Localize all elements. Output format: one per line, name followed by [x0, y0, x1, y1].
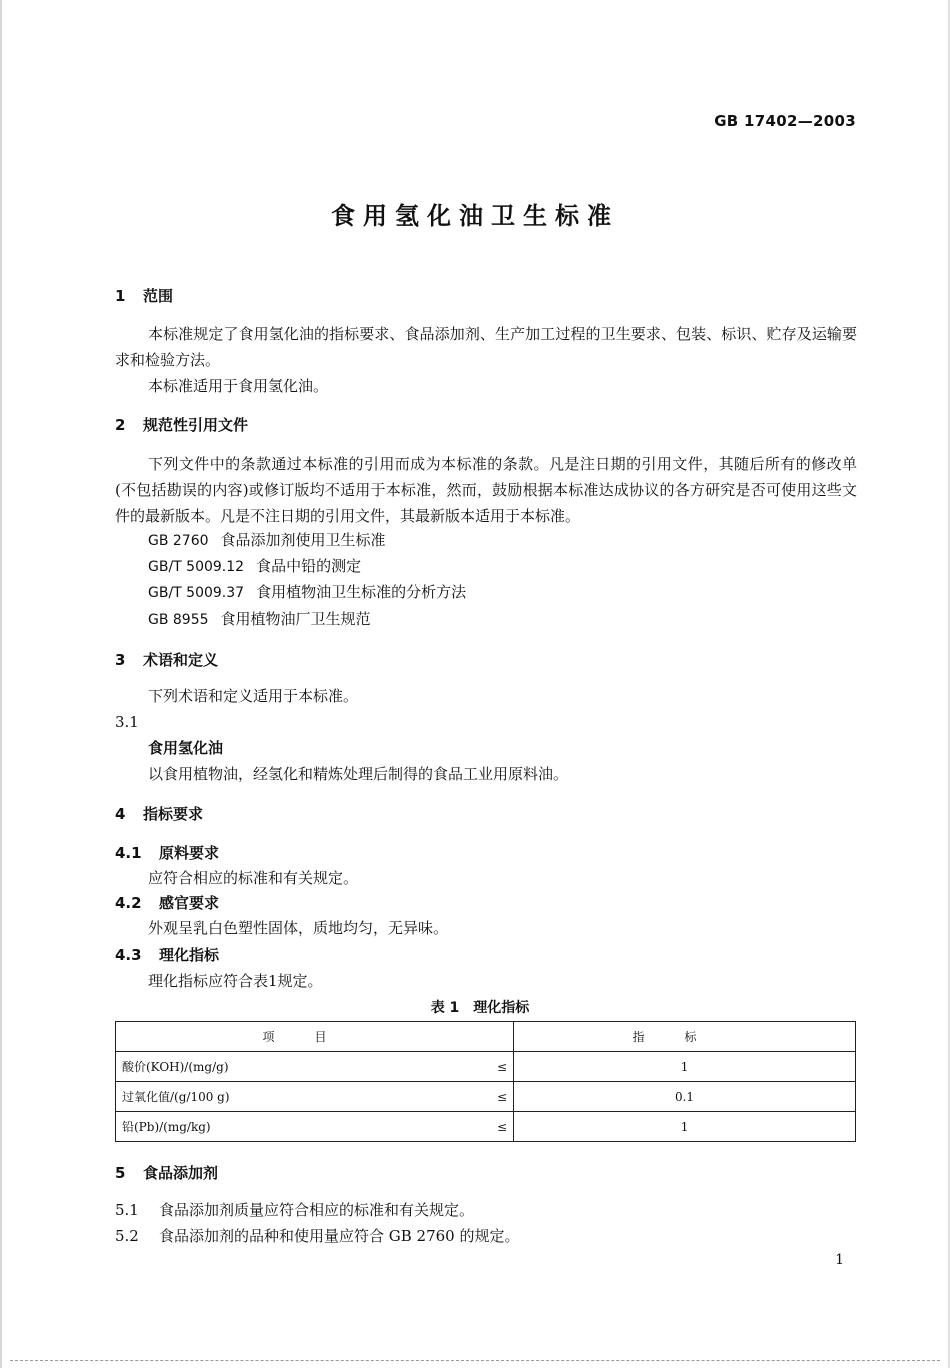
- table-row: [116, 1082, 856, 1112]
- reference-title: 食品中铅的测定: [256, 557, 362, 575]
- table-1: [115, 1021, 856, 1142]
- table-cell-value: 1: [514, 1052, 856, 1082]
- table-header-value: 指标: [514, 1022, 856, 1052]
- reference-item: [148, 582, 466, 603]
- term-name: 食用氢化油: [148, 739, 224, 757]
- section-4-2-heading: 4.2 感官要求: [115, 894, 220, 912]
- section-3-1-number: 3.1: [115, 713, 139, 731]
- section-3-paragraph-1: 下列术语和定义适用于本标准。: [148, 687, 359, 705]
- table-cell-symbol: ≤: [491, 1052, 514, 1082]
- table-header-row: [116, 1022, 856, 1052]
- section-5-1: 5.1 食品添加剂质量应符合相应的标准和有关规定。: [115, 1201, 475, 1219]
- table-cell-item: 酸价(KOH)/(mg/g): [116, 1052, 492, 1082]
- table-cell-symbol: ≤: [491, 1112, 514, 1142]
- section-5-heading: 5 食品添加剂: [115, 1164, 219, 1182]
- reference-item: [148, 530, 386, 551]
- section-5-2: 5.2 食品添加剂的品种和使用量应符合 GB 2760 的规定。: [115, 1227, 520, 1245]
- table-cell-value: 1: [514, 1112, 856, 1142]
- table-cell-value: 0.1: [514, 1082, 856, 1112]
- section-1-heading: 1 范围: [115, 287, 174, 305]
- reference-title: 食品添加剂使用卫生标准: [220, 531, 386, 549]
- reference-title: 食用植物油卫生标准的分析方法: [256, 583, 467, 601]
- document-title: 食用氢化油卫生标准: [331, 202, 619, 230]
- section-2-heading: 2 规范性引用文件: [115, 416, 249, 434]
- table-row: [116, 1052, 856, 1082]
- section-4-1-text: 应符合相应的标准和有关规定。: [148, 869, 359, 887]
- table-row: [116, 1112, 856, 1142]
- section-3-heading: 3 术语和定义: [115, 651, 219, 669]
- section-4-3-text: 理化指标应符合表1规定。: [148, 972, 323, 990]
- section-4-2-text: 外观呈乳白色塑性固体，质地均匀，无异味。: [148, 919, 449, 937]
- section-4-3-heading: 4.3 理化指标: [115, 946, 220, 964]
- table-cell-symbol: ≤: [491, 1082, 514, 1112]
- table-1-body: [116, 1052, 856, 1142]
- reference-item: [148, 609, 371, 630]
- reference-code: GB 2760: [148, 533, 209, 549]
- scan-bottom-rule: [10, 1360, 940, 1361]
- reference-code: GB 8955: [148, 612, 209, 628]
- standard-number: GB 17402—2003: [714, 112, 856, 130]
- section-2-paragraph-1: 下列文件中的条款通过本标准的引用而成为本标准的条款。凡是注日期的引用文件，其随后所有的修改单(不包括勘误的内容)或修订版均不适用于本标准，然而，鼓励根据本标准达成协议的各方研究是否可使用这些文件的最新版本。凡是不注日期的引用文件，其最新版本适用于本标准。: [115, 455, 857, 525]
- section-1-paragraph-2: 本标准适用于食用氢化油。: [148, 377, 329, 395]
- page-number: 1: [835, 1252, 844, 1268]
- section-4-1-heading: 4.1 原料要求: [115, 844, 220, 862]
- reference-item: [148, 556, 361, 577]
- reference-code: GB/T 5009.37: [148, 585, 245, 601]
- table-cell-item: 铅(Pb)/(mg/kg): [116, 1112, 492, 1142]
- section-4-heading: 4 指标要求: [115, 805, 204, 823]
- term-definition: 以食用植物油，经氢化和精炼处理后制得的食品工业用原料油。: [148, 765, 569, 783]
- table-header-item: 项目: [116, 1022, 514, 1052]
- section-1-paragraph-1: 本标准规定了食用氢化油的指标要求、食品添加剂、生产加工过程的卫生要求、包装、标识、贮存及运输要求和检验方法。: [115, 325, 857, 369]
- reference-title: 食用植物油厂卫生规范: [220, 610, 371, 628]
- reference-code: GB/T 5009.12: [148, 559, 245, 575]
- table-1-caption: 表 1 理化指标: [430, 1000, 530, 1016]
- table-cell-item: 过氧化值/(g/100 g): [116, 1082, 492, 1112]
